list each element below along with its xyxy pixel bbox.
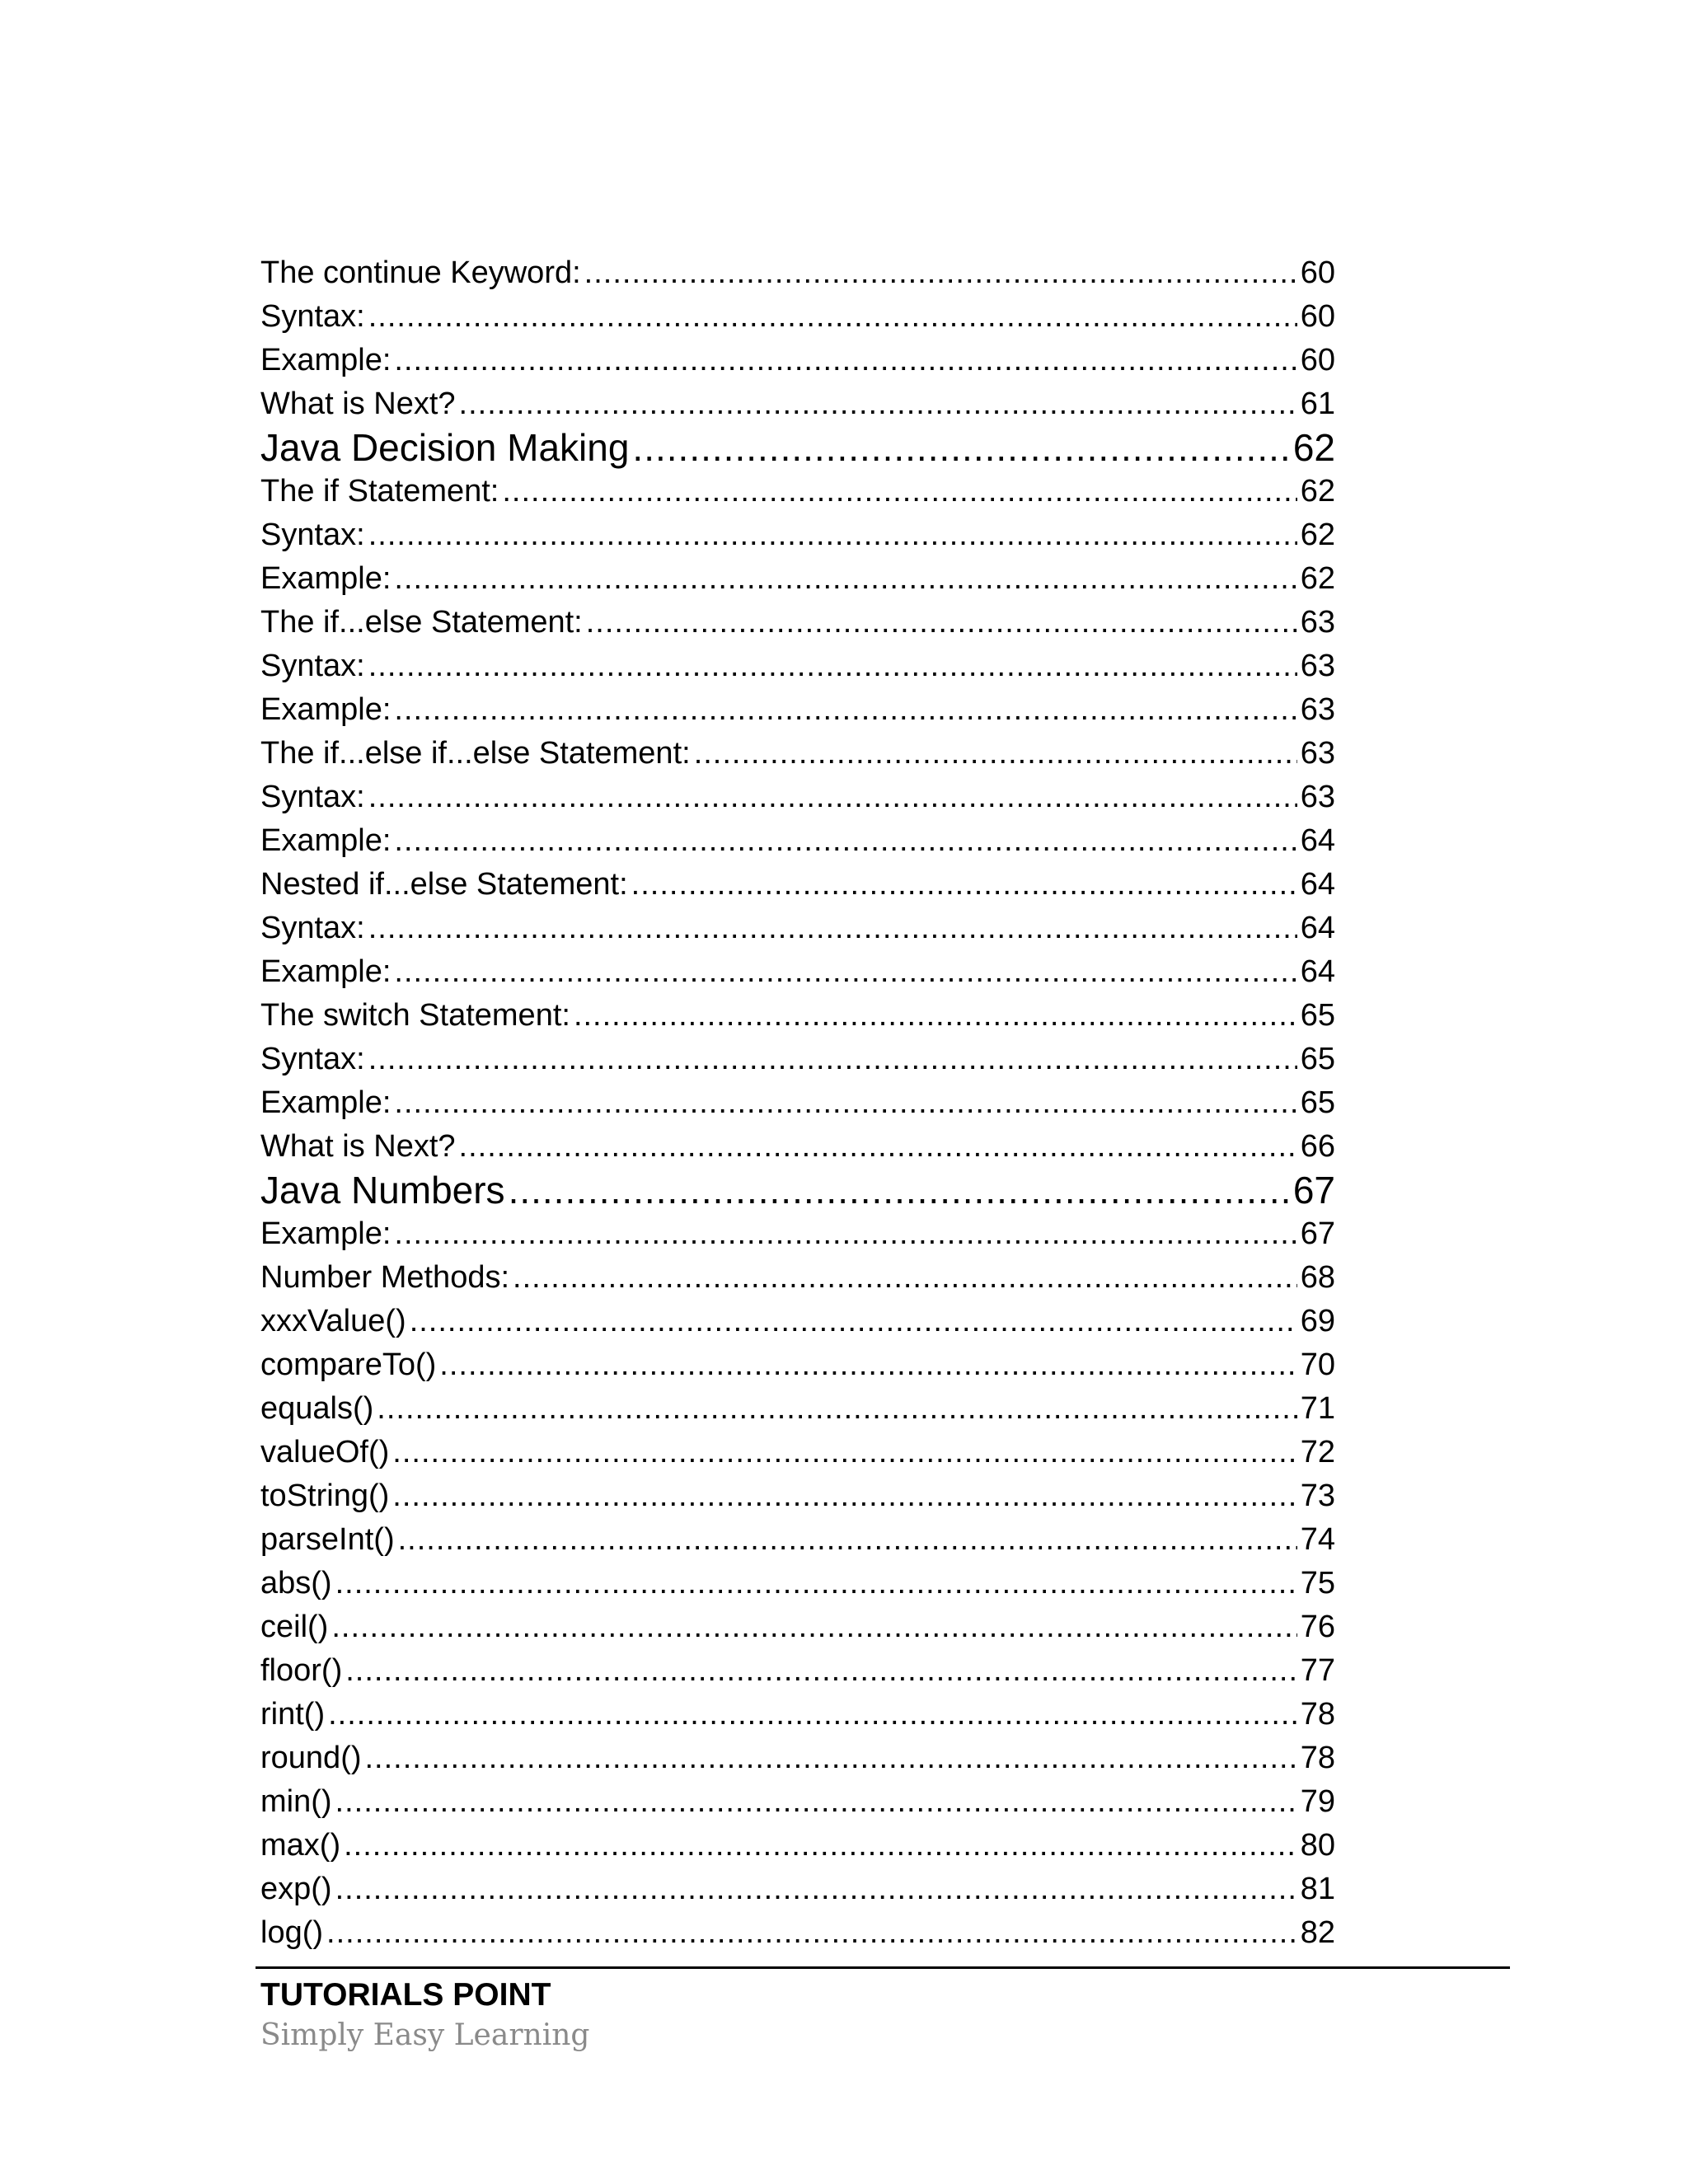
toc-entry-title: rint() bbox=[260, 1697, 326, 1732]
toc-entry[interactable] bbox=[260, 1212, 1335, 1256]
toc-page-number: 66 bbox=[1300, 1129, 1335, 1164]
toc-dot-leader bbox=[344, 1824, 1297, 1868]
toc-entry[interactable] bbox=[260, 1256, 1335, 1300]
toc-entry-title: The if...else if...else Statement: bbox=[260, 736, 691, 771]
toc-entry[interactable] bbox=[260, 688, 1335, 732]
toc-page-number: 62 bbox=[1300, 561, 1335, 596]
toc-page-number: 78 bbox=[1300, 1697, 1335, 1732]
toc-entry[interactable] bbox=[260, 1868, 1335, 1911]
toc-dot-leader bbox=[439, 1343, 1296, 1387]
toc-page-number: 65 bbox=[1300, 1042, 1335, 1076]
toc-entry-title: toString() bbox=[260, 1479, 390, 1513]
toc-entry-title: Number Methods: bbox=[260, 1260, 510, 1295]
toc-entry[interactable] bbox=[260, 1038, 1335, 1081]
toc-entry-title: exp() bbox=[260, 1872, 332, 1906]
toc-page-number: 62 bbox=[1300, 474, 1335, 509]
toc-entry[interactable] bbox=[260, 339, 1335, 382]
toc-chapter-entry[interactable] bbox=[260, 426, 1335, 470]
toc-entry-title: min() bbox=[260, 1784, 332, 1819]
toc-entry[interactable] bbox=[260, 732, 1335, 776]
toc-dot-leader bbox=[368, 513, 1297, 557]
toc-page-number: 78 bbox=[1300, 1741, 1335, 1775]
toc-entry[interactable] bbox=[260, 251, 1335, 295]
footer-brand-title: TUTORIALS POINT bbox=[260, 1977, 551, 2013]
toc-entry-title: Syntax: bbox=[260, 1042, 365, 1076]
toc-entry[interactable] bbox=[260, 1824, 1335, 1868]
toc-dot-leader bbox=[335, 1868, 1297, 1911]
toc-entry[interactable] bbox=[260, 1911, 1335, 1955]
toc-entry-title: equals() bbox=[260, 1391, 374, 1426]
toc-entry-title: Java Decision Making bbox=[260, 426, 630, 469]
toc-dot-leader bbox=[394, 1081, 1296, 1125]
toc-entry-title: abs() bbox=[260, 1566, 332, 1601]
toc-entry-title: What is Next? bbox=[260, 387, 456, 421]
toc-page-number: 62 bbox=[1300, 518, 1335, 552]
toc-entry[interactable] bbox=[260, 1081, 1335, 1125]
toc-page-number: 65 bbox=[1300, 998, 1335, 1033]
toc-page-number: 73 bbox=[1300, 1479, 1335, 1513]
toc-page-number: 75 bbox=[1300, 1566, 1335, 1601]
toc-page-number: 81 bbox=[1300, 1872, 1335, 1906]
toc-entry[interactable] bbox=[260, 950, 1335, 994]
toc-entry[interactable] bbox=[260, 1736, 1335, 1780]
toc-dot-leader bbox=[631, 863, 1297, 907]
toc-entry[interactable] bbox=[260, 470, 1335, 513]
toc-page-number: 74 bbox=[1300, 1522, 1335, 1557]
toc-entry[interactable] bbox=[260, 1693, 1335, 1736]
toc-entry[interactable] bbox=[260, 907, 1335, 950]
toc-entry-title: Nested if...else Statement: bbox=[260, 867, 628, 902]
toc-page-number: 60 bbox=[1300, 343, 1335, 377]
toc-page-number: 61 bbox=[1300, 387, 1335, 421]
toc-dot-leader bbox=[632, 426, 1289, 470]
toc-page-number: 67 bbox=[1300, 1216, 1335, 1251]
toc-dot-leader bbox=[394, 1212, 1296, 1256]
toc-entry-title: Syntax: bbox=[260, 649, 365, 683]
toc-entry[interactable] bbox=[260, 1300, 1335, 1343]
toc-page-number: 62 bbox=[1292, 426, 1335, 469]
toc-entry-title: The if Statement: bbox=[260, 474, 499, 509]
toc-dot-leader bbox=[335, 1780, 1297, 1824]
toc-entry-title: log() bbox=[260, 1915, 324, 1950]
toc-entry-title: Example: bbox=[260, 692, 392, 727]
toc-page-number: 72 bbox=[1300, 1435, 1335, 1469]
toc-dot-leader bbox=[392, 1431, 1296, 1474]
toc-entry[interactable] bbox=[260, 1780, 1335, 1824]
toc-entry-title: Syntax: bbox=[260, 518, 365, 552]
toc-entry-title: Java Numbers bbox=[260, 1169, 505, 1212]
toc-dot-leader bbox=[368, 776, 1297, 819]
toc-page-number: 64 bbox=[1300, 823, 1335, 858]
toc-entry-title: ceil() bbox=[260, 1610, 329, 1644]
toc-dot-leader bbox=[335, 1562, 1297, 1605]
toc-entry[interactable] bbox=[260, 1474, 1335, 1518]
toc-entry-title: Syntax: bbox=[260, 780, 365, 814]
toc-page-number: 64 bbox=[1300, 867, 1335, 902]
toc-entry[interactable] bbox=[260, 994, 1335, 1038]
toc-dot-leader bbox=[368, 295, 1297, 339]
toc-entry[interactable] bbox=[260, 819, 1335, 863]
toc-page-number: 67 bbox=[1292, 1169, 1335, 1212]
toc-entry-title: The switch Statement: bbox=[260, 998, 570, 1033]
toc-entry-title: Example: bbox=[260, 561, 392, 596]
toc-dot-leader bbox=[410, 1300, 1297, 1343]
toc-page-number: 77 bbox=[1300, 1653, 1335, 1688]
toc-dot-leader bbox=[392, 1474, 1296, 1518]
toc-dot-leader bbox=[394, 819, 1296, 863]
toc-entry-title: What is Next? bbox=[260, 1129, 456, 1164]
toc-entry[interactable] bbox=[260, 382, 1335, 426]
toc-dot-leader bbox=[326, 1911, 1297, 1955]
footer-tagline: Simply Easy Learning bbox=[260, 2018, 590, 2052]
toc-page-number: 80 bbox=[1300, 1828, 1335, 1863]
toc-entry[interactable] bbox=[260, 1431, 1335, 1474]
toc-entry[interactable] bbox=[260, 1605, 1335, 1649]
toc-dot-leader bbox=[513, 1256, 1297, 1300]
toc-dot-leader bbox=[368, 644, 1297, 688]
toc-dot-leader bbox=[368, 907, 1297, 950]
toc-entry-title: Example: bbox=[260, 954, 392, 989]
toc-dot-leader bbox=[331, 1605, 1296, 1649]
toc-dot-leader bbox=[694, 732, 1297, 776]
toc-entry-title: floor() bbox=[260, 1653, 343, 1688]
toc-entry[interactable] bbox=[260, 1125, 1335, 1169]
toc-entry-title: The continue Keyword: bbox=[260, 255, 581, 290]
toc-entry[interactable] bbox=[260, 644, 1335, 688]
toc-entry-title: Example: bbox=[260, 823, 392, 858]
toc-entry-title: compareTo() bbox=[260, 1347, 437, 1382]
toc-dot-leader bbox=[328, 1693, 1297, 1736]
toc-page-number: 63 bbox=[1300, 649, 1335, 683]
toc-dot-leader bbox=[394, 688, 1296, 732]
toc-page-number: 60 bbox=[1300, 255, 1335, 290]
toc-page-number: 64 bbox=[1300, 911, 1335, 945]
toc-dot-leader bbox=[459, 1125, 1297, 1169]
table-of-contents bbox=[260, 251, 1335, 1955]
toc-page-number: 63 bbox=[1300, 605, 1335, 640]
toc-entry-title: max() bbox=[260, 1828, 341, 1863]
toc-page-number: 68 bbox=[1300, 1260, 1335, 1295]
toc-dot-leader bbox=[502, 470, 1296, 513]
toc-page-number: 63 bbox=[1300, 692, 1335, 727]
toc-page-number: 76 bbox=[1300, 1610, 1335, 1644]
toc-entry[interactable] bbox=[260, 557, 1335, 601]
toc-dot-leader bbox=[394, 339, 1296, 382]
toc-entry[interactable] bbox=[260, 863, 1335, 907]
toc-entry[interactable] bbox=[260, 1562, 1335, 1605]
toc-dot-leader bbox=[394, 950, 1296, 994]
toc-page-number: 64 bbox=[1300, 954, 1335, 989]
toc-page-number: 63 bbox=[1300, 736, 1335, 771]
toc-entry[interactable] bbox=[260, 513, 1335, 557]
toc-entry[interactable] bbox=[260, 1343, 1335, 1387]
toc-page-number: 82 bbox=[1300, 1915, 1335, 1950]
toc-entry-title: The if...else Statement: bbox=[260, 605, 583, 640]
toc-entry-title: xxxValue() bbox=[260, 1304, 406, 1338]
toc-entry[interactable] bbox=[260, 601, 1335, 644]
toc-page-number: 71 bbox=[1300, 1391, 1335, 1426]
toc-entry[interactable] bbox=[260, 1518, 1335, 1562]
toc-entry[interactable] bbox=[260, 1387, 1335, 1431]
toc-entry-title: Example: bbox=[260, 1216, 392, 1251]
toc-page-number: 63 bbox=[1300, 780, 1335, 814]
toc-dot-leader bbox=[509, 1169, 1290, 1212]
toc-page-number: 60 bbox=[1300, 299, 1335, 334]
toc-dot-leader bbox=[584, 251, 1297, 295]
toc-dot-leader bbox=[368, 1038, 1297, 1081]
toc-entry-title: valueOf() bbox=[260, 1435, 390, 1469]
toc-page-number: 70 bbox=[1300, 1347, 1335, 1382]
toc-entry-title: parseInt() bbox=[260, 1522, 395, 1557]
toc-entry-title: round() bbox=[260, 1741, 362, 1775]
toc-dot-leader bbox=[586, 601, 1297, 644]
toc-page-number: 79 bbox=[1300, 1784, 1335, 1819]
toc-entry[interactable] bbox=[260, 295, 1335, 339]
toc-dot-leader bbox=[345, 1649, 1296, 1693]
toc-entry[interactable] bbox=[260, 1649, 1335, 1693]
toc-chapter-entry[interactable] bbox=[260, 1169, 1335, 1212]
toc-dot-leader bbox=[365, 1736, 1297, 1780]
toc-dot-leader bbox=[459, 382, 1297, 426]
toc-dot-leader bbox=[398, 1518, 1297, 1562]
toc-page-number: 65 bbox=[1300, 1085, 1335, 1120]
toc-entry-title: Example: bbox=[260, 343, 392, 377]
toc-page-number: 69 bbox=[1300, 1304, 1335, 1338]
toc-dot-leader bbox=[574, 994, 1297, 1038]
footer-divider bbox=[256, 1966, 1510, 1969]
toc-dot-leader bbox=[394, 557, 1296, 601]
toc-entry-title: Syntax: bbox=[260, 911, 365, 945]
toc-entry-title: Syntax: bbox=[260, 299, 365, 334]
toc-dot-leader bbox=[377, 1387, 1296, 1431]
toc-entry[interactable] bbox=[260, 776, 1335, 819]
toc-entry-title: Example: bbox=[260, 1085, 392, 1120]
